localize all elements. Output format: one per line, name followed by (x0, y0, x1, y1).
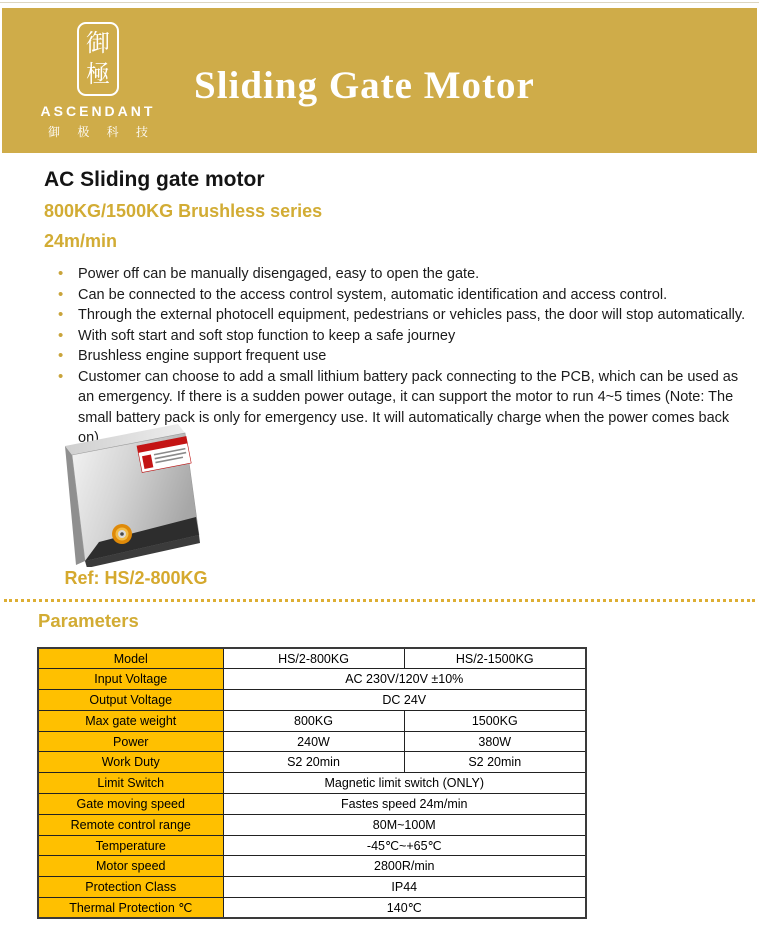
table-row (38, 877, 586, 898)
param-value-cell: 2800R/min (223, 856, 586, 877)
brand-seal-icon (77, 22, 119, 96)
product-figure (38, 412, 220, 589)
table-row (38, 835, 586, 856)
param-label-cell: Motor speed (38, 856, 223, 877)
parameters-table (37, 647, 587, 919)
param-value-cell: S2 20min (223, 752, 404, 773)
param-value-cell: -45℃~+65℃ (223, 835, 586, 856)
table-row (38, 898, 586, 919)
table-row (38, 648, 586, 669)
param-label-cell: Power (38, 731, 223, 752)
feature-item: • Through the external photocell equipment, pedestrians or vehicles pass, the door will stop automatically. (44, 305, 746, 326)
parameters-heading: Parameters (38, 610, 139, 631)
param-label-cell: Gate moving speed (38, 794, 223, 815)
param-label-cell: Protection Class (38, 877, 223, 898)
param-value-cell: HS/2-800KG (223, 648, 404, 669)
param-label-cell: Model (38, 648, 223, 669)
section-heading: AC Sliding gate motor (44, 168, 265, 191)
table-row (38, 690, 586, 711)
table-row (38, 814, 586, 835)
feature-item: • Power off can be manually disengaged, easy to open the gate. (44, 264, 746, 285)
param-label-cell: Max gate weight (38, 710, 223, 731)
speed-subheading: 24m/min (44, 231, 118, 251)
brand-name-chinese: 御 极 科 技 (47, 125, 155, 139)
param-label-cell: Limit Switch (38, 773, 223, 794)
param-label-cell: Work Duty (38, 752, 223, 773)
feature-item: • Customer can choose to add a small lithium battery pack connecting to the PCB, which can be used as an emergency. If there is a sudden power outage, it can support the motor to run 4~5 times (Note: The small battery pack is only for emergency use. It will automatically charge when the power comes back on) (44, 367, 746, 449)
table-row (38, 773, 586, 794)
param-value-cell: IP44 (223, 877, 586, 898)
page-top-rule (0, 2, 759, 3)
seal-character-bottom: 極 (86, 61, 110, 88)
table-row (38, 856, 586, 877)
feature-item: • Can be connected to the access control system, automatic identification and access control. (44, 285, 746, 306)
param-value-cell: DC 24V (223, 690, 586, 711)
param-value-cell: AC 230V/120V ±10% (223, 669, 586, 690)
param-value-cell: HS/2-1500KG (404, 648, 586, 669)
param-value-cell: S2 20min (404, 752, 586, 773)
series-subheading: 800KG/1500KG Brushless series (44, 201, 323, 221)
intro-section (44, 168, 746, 449)
param-value-cell: 1500KG (404, 710, 586, 731)
brand-name: ASCENDANT (40, 103, 156, 119)
feature-item: • With soft start and soft stop function to keep a safe journey (44, 326, 746, 347)
table-row (38, 794, 586, 815)
param-value-cell: 380W (404, 731, 586, 752)
table-row (38, 731, 586, 752)
seal-character-top: 御 (86, 30, 110, 57)
param-label-cell: Temperature (38, 835, 223, 856)
param-label-cell: Remote control range (38, 814, 223, 835)
dotted-divider (4, 599, 755, 602)
param-value-cell: 140℃ (223, 898, 586, 919)
brand-logo (28, 22, 168, 140)
param-label-cell: Output Voltage (38, 690, 223, 711)
table-row (38, 669, 586, 690)
table-row (38, 752, 586, 773)
param-value-cell: Magnetic limit switch (ONLY) (223, 773, 586, 794)
header-banner (2, 8, 757, 153)
product-photo (38, 412, 220, 567)
param-label-cell: Input Voltage (38, 669, 223, 690)
param-value-cell: 240W (223, 731, 404, 752)
table-row (38, 710, 586, 731)
param-value-cell: 80M~100M (223, 814, 586, 835)
release-knob (112, 524, 132, 544)
param-label-cell: Thermal Protection ℃ (38, 898, 223, 919)
feature-item: • Brushless engine support frequent use (44, 346, 746, 367)
product-ref-caption: Ref: HS/2-800KG (64, 568, 208, 588)
param-value-cell: Fastes speed 24m/min (223, 794, 586, 815)
page-title: Sliding Gate Motor (194, 64, 535, 107)
param-value-cell: 800KG (223, 710, 404, 731)
